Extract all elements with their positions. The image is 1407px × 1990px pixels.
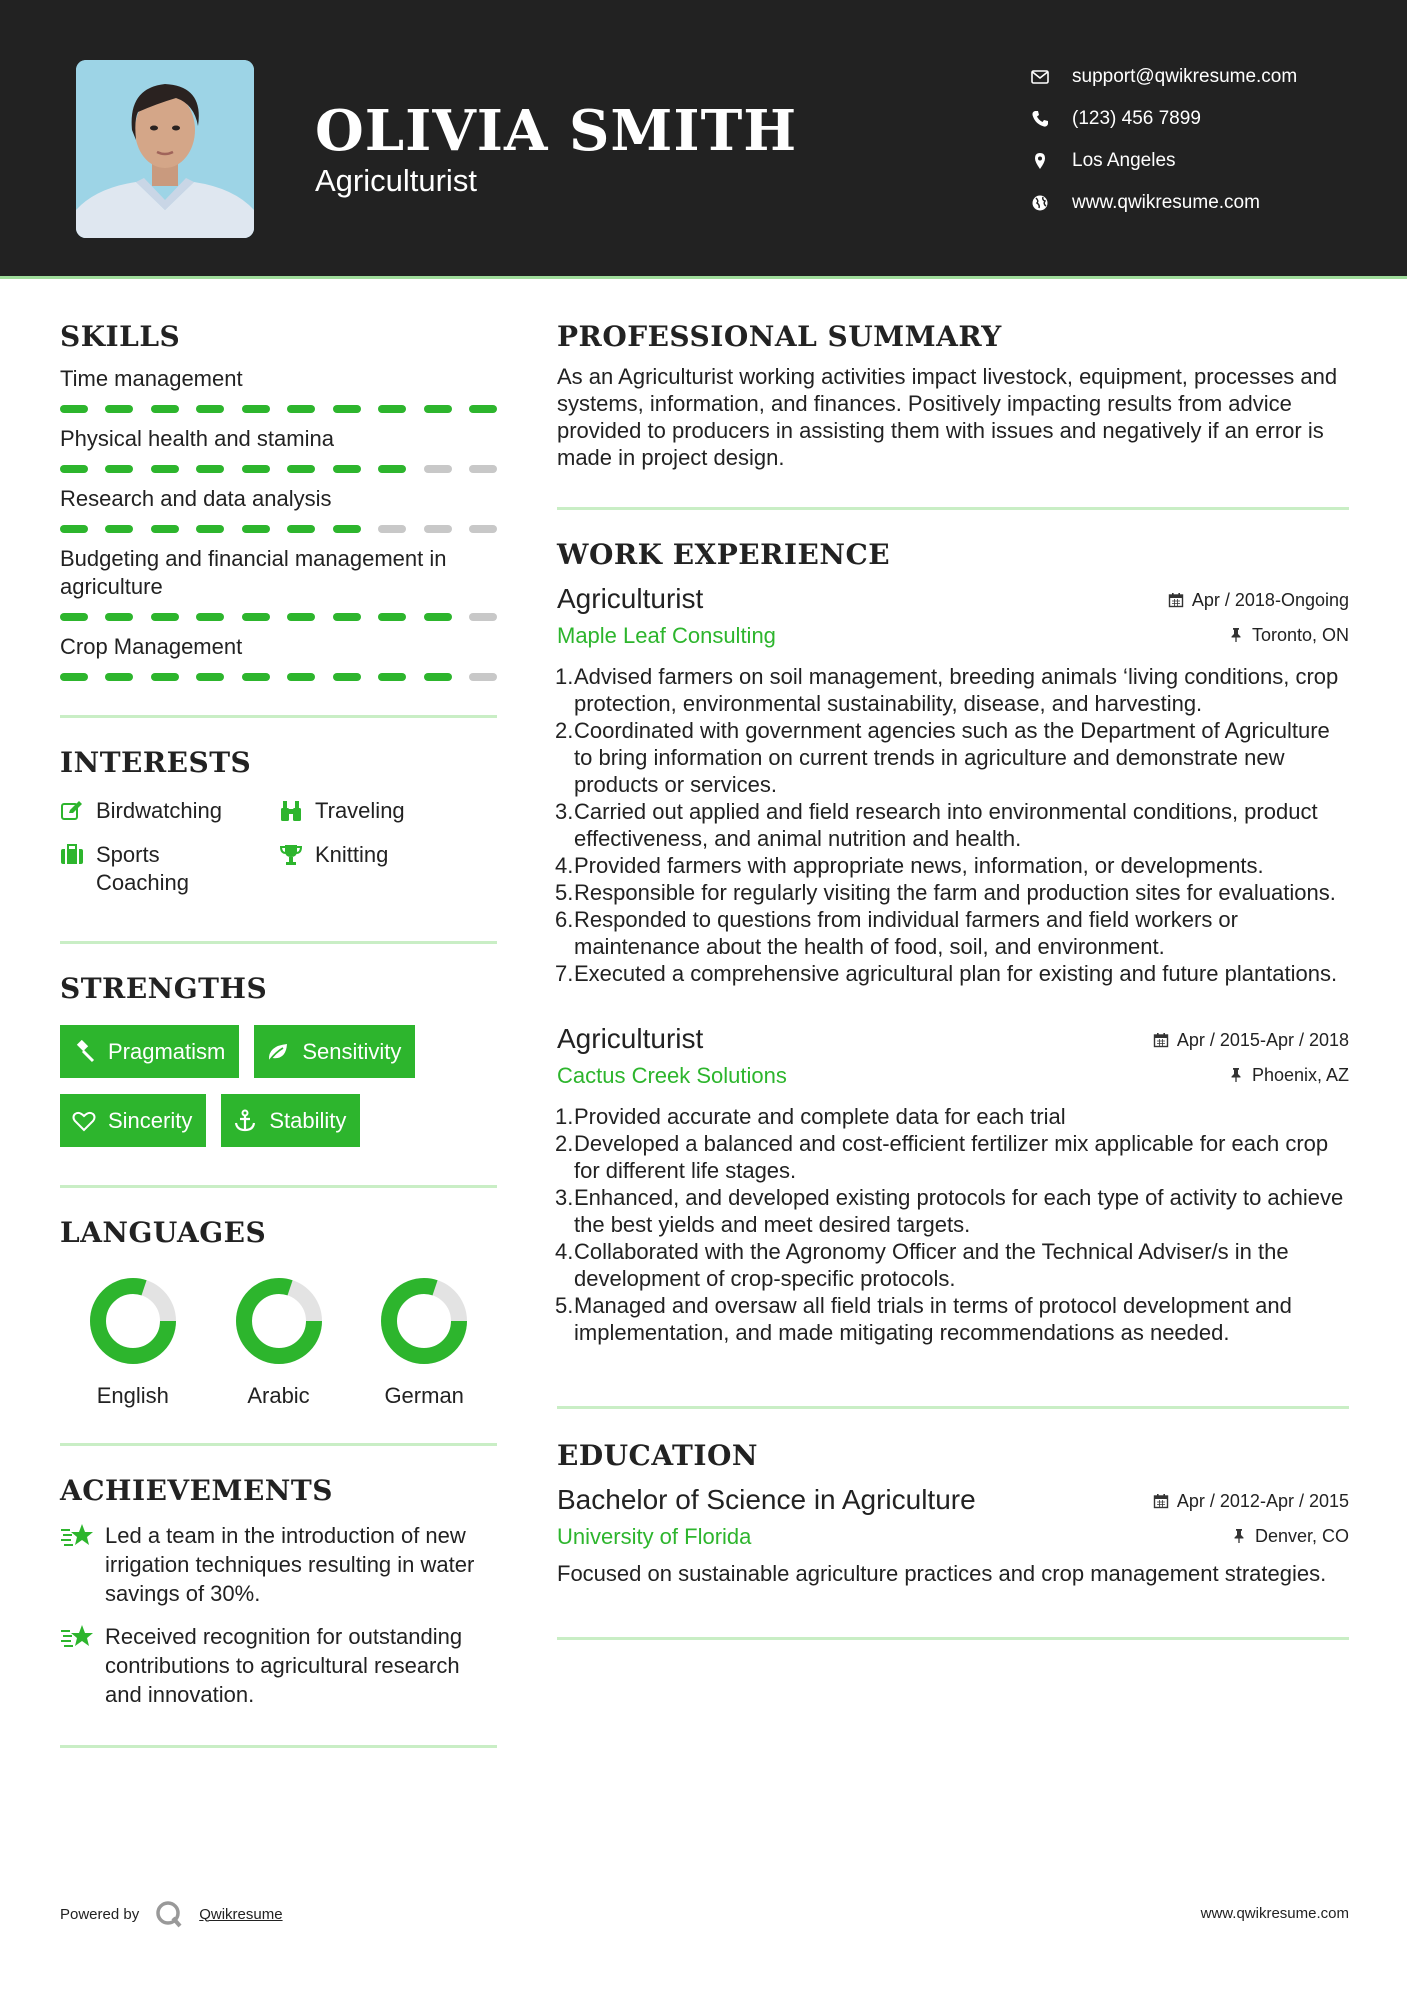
list-text: Developed a balanced and cost-efficient fertilizer mix applicable for each crop for different life stages. bbox=[574, 1131, 1329, 1183]
interest-label: Birdwatching bbox=[96, 798, 222, 823]
job-entry bbox=[557, 583, 1349, 987]
skill-name: Research and data analysis bbox=[60, 486, 332, 511]
skill-name: Budgeting and financial management in agriculture bbox=[60, 546, 447, 599]
education-date bbox=[1153, 1491, 1349, 1512]
list-number: 7. bbox=[555, 961, 574, 986]
edit-icon bbox=[60, 799, 84, 823]
skill-dot-filled bbox=[378, 405, 406, 413]
contact-location-text: Los Angeles bbox=[1072, 150, 1176, 171]
list-item bbox=[557, 1103, 1349, 1130]
list-item bbox=[557, 906, 1349, 960]
skill-dot-filled bbox=[151, 673, 179, 681]
strength-label: Stability bbox=[269, 1107, 347, 1133]
list-number: 5. bbox=[555, 1293, 574, 1318]
degree-title: Bachelor of Science in Agriculture bbox=[557, 1484, 976, 1515]
skill-level-bar bbox=[60, 405, 497, 413]
list-item bbox=[557, 1130, 1349, 1184]
list-number: 3. bbox=[555, 799, 574, 824]
list-number: 4. bbox=[555, 853, 574, 878]
section-divider bbox=[60, 715, 497, 718]
list-item bbox=[557, 1184, 1349, 1238]
phone-icon bbox=[1030, 109, 1050, 129]
strength-label: Sensitivity bbox=[302, 1038, 402, 1064]
skill-dot-filled bbox=[151, 525, 179, 533]
globe-icon bbox=[1030, 193, 1050, 213]
skill-dot-filled bbox=[60, 613, 88, 621]
summary-text: As an Agriculturist working activities impact livestock, equipment, processes and systems, information, and finances. Positively impacting results from advice provided to producers in assisting them with issues and negatively if an error is made in project design. bbox=[557, 364, 1338, 470]
skill-dot-filled bbox=[105, 465, 133, 473]
strengths-title: STRENGTHS bbox=[60, 972, 268, 1005]
education-text: Focused on sustainable agriculture practices and crop management strategies. bbox=[557, 1561, 1327, 1586]
language-label: Arabic bbox=[247, 1383, 310, 1408]
list-item bbox=[557, 1292, 1349, 1346]
list-text: Coordinated with government agencies such as the Department of Agriculture to bring information on current trends in agriculture and demonstrate new products or services. bbox=[574, 718, 1330, 797]
skill-dot-filled bbox=[196, 405, 224, 413]
skill-level-bar bbox=[60, 673, 497, 681]
skill-dot-filled bbox=[469, 405, 497, 413]
skill-dot-filled bbox=[287, 465, 315, 473]
section-divider bbox=[557, 1406, 1349, 1409]
interest-label: Traveling bbox=[315, 798, 405, 823]
job-date bbox=[1153, 1030, 1349, 1051]
language-item bbox=[60, 1273, 206, 1409]
school-name: University of Florida bbox=[557, 1524, 752, 1549]
skill-dot-filled bbox=[424, 613, 452, 621]
strengths-list bbox=[60, 1025, 497, 1147]
map-pin-icon bbox=[1030, 151, 1050, 171]
footer-powered-by bbox=[60, 1900, 283, 1928]
job-title: Agriculturist bbox=[557, 1023, 704, 1054]
interest-item bbox=[279, 841, 497, 897]
education-entry bbox=[557, 1484, 1349, 1587]
skill-dot-filled bbox=[424, 673, 452, 681]
language-level-ring bbox=[231, 1273, 327, 1369]
resume-header bbox=[0, 0, 1407, 276]
work-title: WORK EXPERIENCE bbox=[557, 538, 891, 571]
interest-item bbox=[60, 841, 279, 897]
contact-website[interactable] bbox=[1030, 182, 1297, 224]
skill-dot-filled bbox=[287, 613, 315, 621]
list-number: 6. bbox=[555, 907, 574, 932]
languages-list bbox=[60, 1273, 497, 1409]
language-label: English bbox=[96, 1383, 169, 1408]
skill-dot-filled bbox=[105, 405, 133, 413]
interests-title: INTERESTS bbox=[60, 746, 252, 779]
skill-dot-filled bbox=[105, 673, 133, 681]
list-text: Collaborated with the Agronomy Officer and the Technical Adviser/s in the development of crop-specific protocols. bbox=[574, 1239, 1289, 1291]
list-text: Provided accurate and complete data for each trial bbox=[574, 1104, 1066, 1129]
strength-tag bbox=[254, 1025, 415, 1078]
language-item bbox=[351, 1273, 497, 1409]
contact-email[interactable] bbox=[1030, 56, 1297, 98]
binoculars-icon bbox=[279, 799, 303, 823]
skill-dot-filled bbox=[60, 405, 88, 413]
skill-dot-filled bbox=[378, 613, 406, 621]
skill-dot-empty bbox=[469, 465, 497, 473]
calendar-icon bbox=[1153, 1493, 1169, 1509]
company-name: Maple Leaf Consulting bbox=[557, 623, 776, 648]
job-location bbox=[1228, 1065, 1349, 1086]
calendar-icon bbox=[1168, 592, 1184, 608]
list-item bbox=[557, 798, 1349, 852]
leaf-icon bbox=[266, 1040, 290, 1064]
contact-phone-text: (123) 456 7899 bbox=[1072, 108, 1201, 129]
skill-dot-empty bbox=[424, 465, 452, 473]
achievements-title: ACHIEVEMENTS bbox=[60, 1474, 333, 1507]
list-number: 1. bbox=[555, 664, 574, 689]
job-date-text: Apr / 2015-Apr / 2018 bbox=[1176, 1029, 1349, 1050]
skill-level-bar bbox=[60, 465, 497, 473]
contact-email-text: support@qwikresume.com bbox=[1072, 66, 1298, 87]
list-item bbox=[557, 960, 1349, 987]
section-divider bbox=[60, 1443, 497, 1446]
job-bullets bbox=[557, 663, 1349, 987]
language-level-ring bbox=[376, 1273, 472, 1369]
candidate-name: OLIVIA SMITH bbox=[315, 98, 798, 164]
skills-list bbox=[60, 365, 497, 681]
achievement-item bbox=[60, 1521, 497, 1608]
skill-dot-filled bbox=[151, 465, 179, 473]
company-name: Cactus Creek Solutions bbox=[557, 1063, 787, 1088]
achievement-text: Led a team in the introduction of new irrigation techniques resulting in water savings of 30%. bbox=[105, 1523, 475, 1606]
pushpin-icon bbox=[1228, 627, 1244, 643]
skill-dot-filled bbox=[242, 405, 270, 413]
calendar-icon bbox=[1153, 1032, 1169, 1048]
list-number: 2. bbox=[555, 1131, 574, 1156]
skill-dot-filled bbox=[378, 465, 406, 473]
skill-dot-filled bbox=[287, 405, 315, 413]
job-location-text: Toronto, ON bbox=[1251, 624, 1349, 645]
list-item bbox=[557, 852, 1349, 879]
contact-website-text: www.qwikresume.com bbox=[1072, 192, 1260, 213]
skill-dot-filled bbox=[378, 673, 406, 681]
shooting-star-icon bbox=[60, 1521, 96, 1551]
skill-dot-filled bbox=[333, 405, 361, 413]
interest-label: Knitting bbox=[315, 842, 389, 867]
anchor-icon bbox=[233, 1109, 257, 1133]
languages-title: LANGUAGES bbox=[60, 1216, 267, 1249]
work-list bbox=[557, 583, 1349, 1346]
section-divider bbox=[60, 1185, 497, 1188]
briefcase-icon bbox=[60, 843, 84, 867]
skills-title: SKILLS bbox=[60, 320, 181, 353]
contact-location bbox=[1030, 140, 1297, 182]
qwikresume-link[interactable]: Qwikresume bbox=[199, 1905, 283, 1923]
language-level-ring bbox=[85, 1273, 181, 1369]
interest-label: Sports Coaching bbox=[96, 842, 189, 895]
strength-tag bbox=[221, 1094, 360, 1147]
summary-title: PROFESSIONAL SUMMARY bbox=[557, 320, 1002, 353]
qwikresume-logo-icon bbox=[155, 1900, 183, 1928]
skill-dot-empty bbox=[469, 525, 497, 533]
strength-label: Pragmatism bbox=[108, 1038, 226, 1064]
achievement-text: Received recognition for outstanding contributions to agricultural research and innovation. bbox=[105, 1624, 463, 1707]
skill-dot-filled bbox=[196, 465, 224, 473]
job-location-text: Phoenix, AZ bbox=[1251, 1064, 1349, 1085]
list-text: Executed a comprehensive agricultural plan for existing and future plantations. bbox=[574, 961, 1338, 986]
list-text: Responsible for regularly visiting the farm and production sites for evaluations. bbox=[574, 880, 1336, 905]
skill-dot-empty bbox=[378, 525, 406, 533]
skill-name: Physical health and stamina bbox=[60, 426, 334, 451]
list-number: 4. bbox=[555, 1239, 574, 1264]
list-text: Responded to questions from individual farmers and field workers or maintenance about the health of food, soil, and environment. bbox=[574, 907, 1238, 959]
list-text: Managed and oversaw all field trials in terms of protocol development and implementation, and made mitigating recommendations as needed. bbox=[574, 1293, 1292, 1345]
list-text: Carried out applied and field research into environmental conditions, product effectiveness, and animal nutrition and health. bbox=[574, 799, 1318, 851]
strength-tag bbox=[60, 1094, 206, 1147]
pushpin-icon bbox=[1231, 1528, 1247, 1544]
right-column bbox=[557, 320, 1349, 1640]
interest-item bbox=[60, 797, 279, 825]
skill-dot-filled bbox=[196, 525, 224, 533]
left-column bbox=[60, 320, 497, 1748]
list-text: Enhanced, and developed existing protocols for each type of activity to achieve the best yields and meet desired targets. bbox=[574, 1185, 1344, 1237]
skill-level-bar bbox=[60, 613, 497, 621]
skill-dot-filled bbox=[333, 525, 361, 533]
skill-dot-filled bbox=[60, 465, 88, 473]
skill-dot-filled bbox=[60, 525, 88, 533]
skill-name: Time management bbox=[60, 366, 243, 391]
skill-dot-filled bbox=[242, 613, 270, 621]
strength-label: Sincerity bbox=[108, 1107, 193, 1133]
list-item bbox=[557, 1238, 1349, 1292]
gavel-icon bbox=[72, 1040, 96, 1064]
profile-photo bbox=[76, 60, 254, 238]
list-item bbox=[557, 879, 1349, 906]
skill-level-bar bbox=[60, 525, 497, 533]
skill-dot-filled bbox=[196, 613, 224, 621]
skill-dot-filled bbox=[333, 465, 361, 473]
skill-dot-empty bbox=[469, 673, 497, 681]
achievement-item bbox=[60, 1622, 497, 1709]
interest-item bbox=[279, 797, 497, 825]
job-title: Agriculturist bbox=[557, 583, 704, 614]
job-date-text: Apr / 2018-Ongoing bbox=[1191, 589, 1349, 610]
header-divider bbox=[0, 276, 1407, 279]
skill-dot-filled bbox=[151, 613, 179, 621]
candidate-role: Agriculturist bbox=[315, 163, 477, 198]
contact-list bbox=[1030, 56, 1297, 224]
list-item bbox=[557, 717, 1349, 798]
language-label: German bbox=[384, 1383, 464, 1408]
skill-dot-filled bbox=[242, 465, 270, 473]
job-date bbox=[1168, 590, 1349, 611]
job-bullets bbox=[557, 1103, 1349, 1346]
skill-dot-filled bbox=[287, 525, 315, 533]
skill-dot-empty bbox=[424, 525, 452, 533]
contact-phone[interactable] bbox=[1030, 98, 1297, 140]
job-location bbox=[1228, 625, 1349, 646]
skill-dot-filled bbox=[287, 673, 315, 681]
pushpin-icon bbox=[1228, 1067, 1244, 1083]
skill-dot-empty bbox=[469, 613, 497, 621]
section-divider bbox=[557, 1637, 1349, 1640]
interests-list bbox=[60, 797, 497, 897]
list-number: 1. bbox=[555, 1104, 574, 1129]
achievements-list bbox=[60, 1521, 497, 1709]
section-divider bbox=[60, 1745, 497, 1748]
skill-dot-filled bbox=[333, 613, 361, 621]
skill-dot-filled bbox=[424, 405, 452, 413]
strength-tag bbox=[60, 1025, 239, 1078]
skill-dot-filled bbox=[242, 525, 270, 533]
education-location-text: Denver, CO bbox=[1254, 1525, 1349, 1546]
list-number: 5. bbox=[555, 880, 574, 905]
job-entry bbox=[557, 1023, 1349, 1346]
skill-name: Crop Management bbox=[60, 634, 243, 659]
list-number: 3. bbox=[555, 1185, 574, 1210]
skill-dot-filled bbox=[105, 613, 133, 621]
language-item bbox=[206, 1273, 352, 1409]
trophy-icon bbox=[279, 843, 303, 867]
skill-dot-filled bbox=[105, 525, 133, 533]
education-title: EDUCATION bbox=[557, 1439, 758, 1472]
list-item bbox=[557, 663, 1349, 717]
skill-dot-filled bbox=[151, 405, 179, 413]
skill-dot-filled bbox=[242, 673, 270, 681]
footer-url[interactable]: www.qwikresume.com bbox=[1200, 1905, 1349, 1922]
shooting-star-icon bbox=[60, 1622, 96, 1652]
heart-icon bbox=[72, 1109, 96, 1133]
list-number: 2. bbox=[555, 718, 574, 743]
skill-dot-filled bbox=[60, 673, 88, 681]
envelope-icon bbox=[1030, 67, 1050, 87]
powered-by-text: Powered by bbox=[60, 1905, 140, 1923]
skill-dot-filled bbox=[196, 673, 224, 681]
education-date-text: Apr / 2012-Apr / 2015 bbox=[1176, 1490, 1349, 1511]
section-divider bbox=[60, 941, 497, 944]
skill-dot-filled bbox=[333, 673, 361, 681]
education-location bbox=[1231, 1526, 1349, 1547]
list-text: Provided farmers with appropriate news, information, or developments. bbox=[574, 853, 1264, 878]
section-divider bbox=[557, 507, 1349, 510]
list-text: Advised farmers on soil management, breeding animals ‘living conditions, crop protection, environmental sustainability, disease, and harvesting. bbox=[574, 664, 1339, 716]
